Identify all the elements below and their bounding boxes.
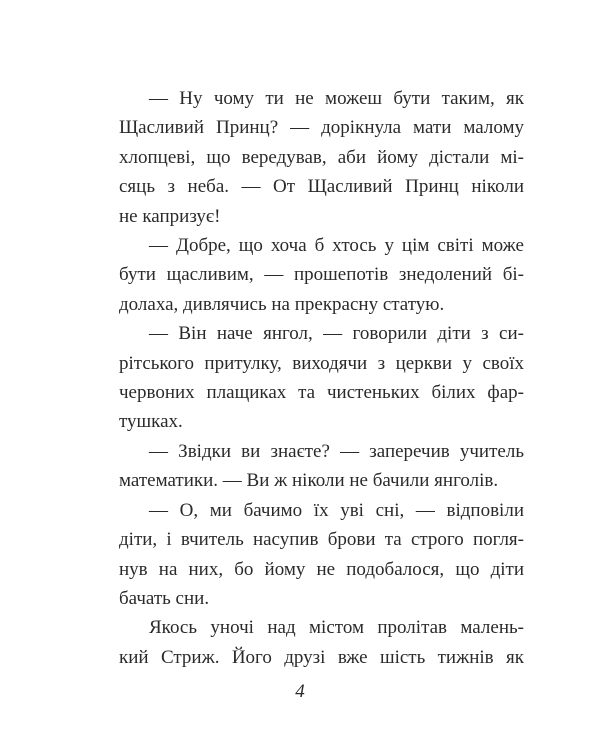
paragraph (119, 319, 524, 437)
page-body (119, 84, 524, 672)
text-line: червоних плащиках та чистеньких білих фар- (119, 382, 524, 404)
text-line: долаха, дивлячись на прекрасну статую. (119, 293, 445, 315)
paragraph (119, 613, 524, 672)
text-line: кий Стриж. Його друзі вже шість тижнів як (119, 646, 524, 668)
text-line: діти, і вчитель насупив брови та строго погля- (119, 529, 524, 551)
text-line: — Ну чому ти не можеш бути таким, як (149, 88, 524, 109)
text-line: не капризує! (119, 205, 221, 227)
text-line: хлопцеві, що вередував, аби йому дістали мі- (119, 146, 524, 168)
text-line: нув на них, бо йому не подобалося, що діти (119, 558, 524, 580)
page-number: 4 (295, 681, 305, 702)
text-line: рітського притулку, виходячи з церкви у своїх (119, 352, 524, 374)
paragraph (119, 496, 524, 614)
paragraph (119, 231, 524, 319)
text-line: — Він наче янгол, — говорили діти з си- (149, 323, 524, 345)
paragraph (119, 84, 524, 231)
text-line: Якось уночі над містом пролітав малень- (149, 617, 524, 639)
text-line: бути щасливим, — прошепотів знедолений бі- (119, 264, 524, 286)
text-line: — Добре, що хоча б хтось у цім світі може (149, 235, 524, 257)
text-line: — Звідки ви знаєте? — заперечив учитель (149, 440, 524, 462)
text-line: бачать сни. (119, 587, 210, 609)
text-line: тушках. (119, 411, 183, 433)
text-line: Щасливий Принц? — дорікнула мати малому (119, 117, 524, 139)
text-line: математики. — Ви ж ніколи не бачили янголів. (119, 470, 499, 492)
paragraph (119, 437, 524, 496)
text-line: — О, ми бачимо їх уві сні, — відповіли (149, 499, 524, 521)
text-line: сяць з неба. — От Щасливий Принц ніколи (119, 176, 524, 198)
